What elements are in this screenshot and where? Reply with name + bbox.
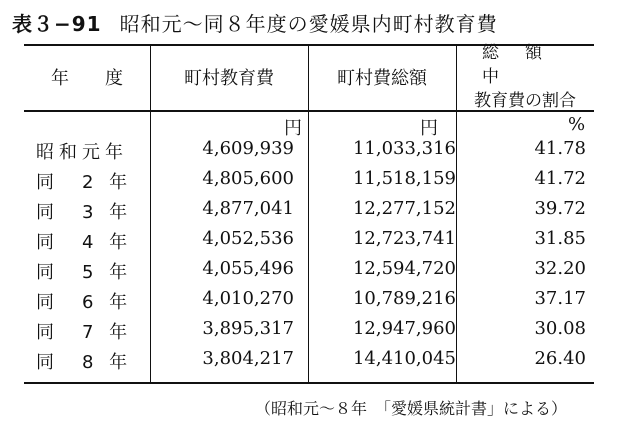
row-total: 12,947,960 [352, 318, 456, 339]
row-year: 同 4 年 [36, 232, 133, 253]
row-year: 同 6 年 [36, 292, 133, 313]
header-total-label: 町村費総額 [337, 68, 427, 89]
table-row [24, 348, 594, 376]
header-year-label: 年 度 [51, 68, 123, 89]
row-edu: 4,052,536 [202, 228, 294, 249]
row-edu: 4,010,270 [202, 288, 294, 309]
header-year [24, 44, 150, 110]
row-edu: 3,895,317 [202, 318, 294, 339]
table-row [24, 138, 594, 166]
table-bottom-border [24, 382, 594, 384]
unit-edu: 円 [284, 118, 302, 139]
header-ratio-line2: 教育費の割合 [474, 91, 576, 111]
row-year: 同 5 年 [36, 262, 133, 283]
row-year: 同 3 年 [36, 202, 133, 223]
table-row [24, 318, 594, 346]
table-row [24, 198, 594, 226]
row-total: 11,033,316 [352, 138, 456, 159]
row-year: 同 7 年 [36, 322, 133, 343]
row-edu: 3,804,217 [202, 348, 294, 369]
row-edu: 4,609,939 [202, 138, 294, 159]
data-table [24, 44, 594, 384]
row-total: 12,723,741 [352, 228, 456, 249]
row-year: 同 8 年 [36, 352, 133, 373]
table-row [24, 168, 594, 196]
header-ratio-line1: 総額中 [482, 43, 568, 87]
row-ratio: 41.78 [534, 138, 586, 159]
row-edu: 4,805,600 [202, 168, 294, 189]
header-ratio [456, 44, 594, 110]
row-edu: 4,055,496 [202, 258, 294, 279]
row-edu: 4,877,041 [202, 198, 294, 219]
unit-ratio: % [568, 114, 586, 135]
row-total: 11,518,159 [352, 168, 456, 189]
table-caption: 昭和元〜同８年度の愛媛県内町村教育費 [119, 12, 498, 36]
row-total: 10,789,216 [352, 288, 456, 309]
row-ratio: 26.40 [534, 348, 586, 369]
row-total: 12,594,720 [352, 258, 456, 279]
header-edu [150, 44, 308, 110]
header-total [308, 44, 456, 110]
row-year: 昭和元年 [36, 142, 128, 163]
row-ratio: 37.17 [534, 288, 586, 309]
row-total: 14,410,045 [352, 348, 456, 369]
row-ratio: 32.20 [534, 258, 586, 279]
row-total: 12,277,152 [352, 198, 456, 219]
table-row [24, 288, 594, 316]
unit-total: 円 [420, 118, 438, 139]
table-row [24, 258, 594, 286]
row-ratio: 39.72 [534, 198, 586, 219]
header-edu-label: 町村教育費 [184, 68, 274, 89]
row-ratio: 30.08 [534, 318, 586, 339]
row-year: 同 2 年 [36, 172, 133, 193]
table-number: 表３−91 [12, 12, 102, 36]
source-note: （昭和元〜８年 「愛媛県統計書」による） [255, 399, 568, 418]
table-row [24, 228, 594, 256]
row-ratio: 41.72 [534, 168, 586, 189]
table-title [12, 8, 498, 37]
row-ratio: 31.85 [534, 228, 586, 249]
